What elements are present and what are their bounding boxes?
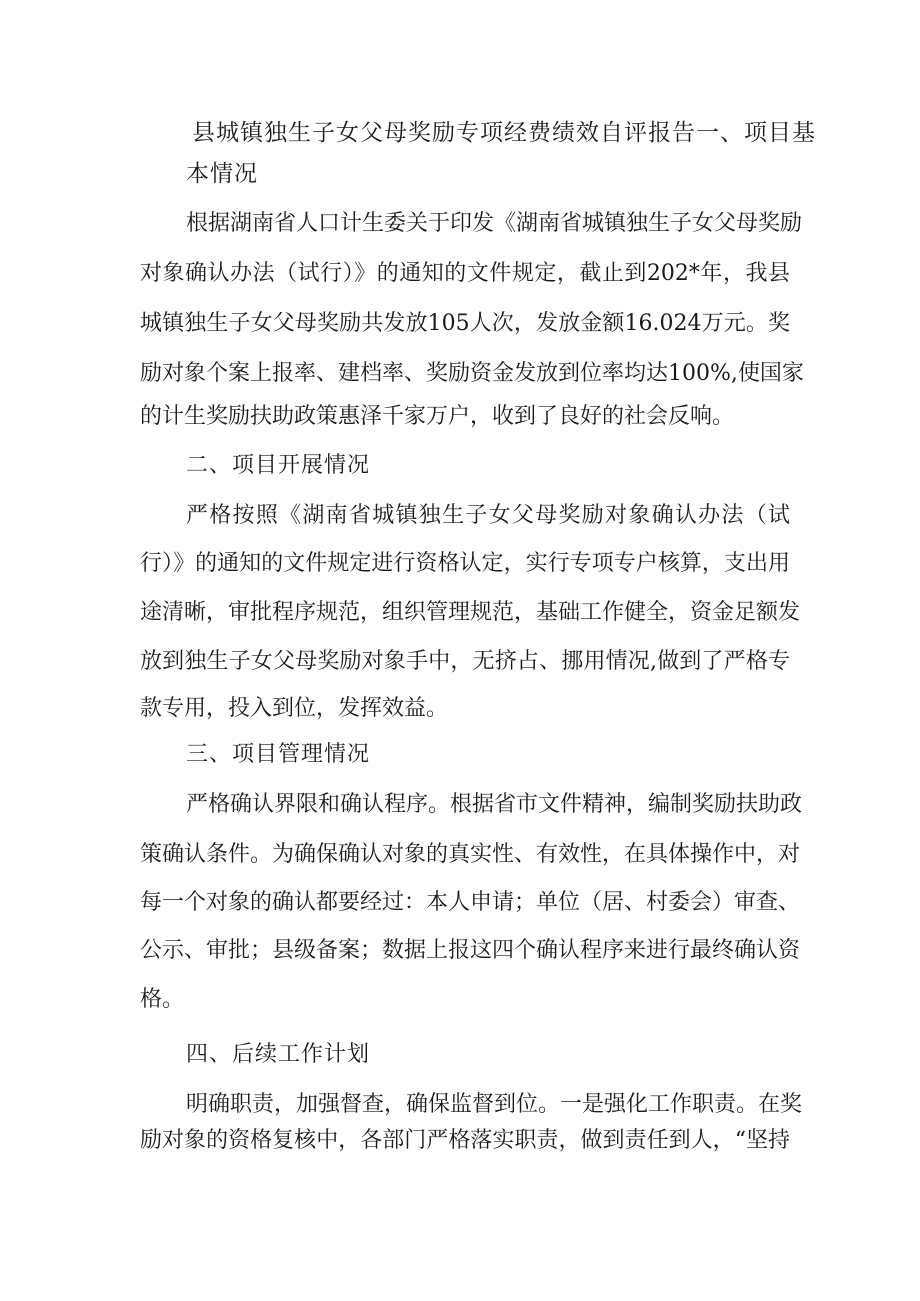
paragraph-line: 严格按照《湖南省城镇独生子女父母奖励对象确认办法（试 [186, 503, 790, 528]
paragraph-line: 对象确认办法（试行）》的通知的文件规定，截止到202*年，我县 [140, 261, 790, 286]
section-heading: 二、项目开展情况 [186, 453, 371, 478]
paragraph-line: 明确职责，加强督查，确保监督到位。一是强化工作职责。在奖 [186, 1092, 803, 1117]
paragraph-line: 励对象个案上报率、建档率、奖励资金发放到位率均达100%,使国家 [140, 361, 804, 386]
document-title-line-1: 县城镇独生子女父母奖励专项经费绩效自评报告一、项目基 [192, 120, 816, 146]
paragraph-line: 城镇独生子女父母奖励共发放105人次，发放金额16.024万元。奖 [140, 311, 790, 336]
document-title-line-2: 本情况 [186, 161, 258, 187]
paragraph-line: 放到独生子女父母奖励对象手中，无挤占、挪用情况,做到了严格专 [140, 649, 790, 674]
paragraph-line: 途清晰，审批程序规范，组织管理规范，基础工作健全，资金足额发 [140, 600, 801, 625]
paragraph-line: 公示、审批；县级备案；数据上报这四个确认程序来进行最终确认资 [140, 938, 801, 963]
paragraph-line: 策确认条件。为确保确认对象的真实性、有效性，在具体操作中，对 [140, 842, 801, 867]
section-heading: 四、后续工作计划 [186, 1042, 371, 1067]
section-heading: 三、项目管理情况 [186, 742, 371, 767]
paragraph-line: 款专用，投入到位，发挥效益。 [140, 696, 449, 721]
paragraph-line: 行）》的通知的文件规定进行资格认定，实行专项专户核算，支出用 [140, 551, 790, 576]
paragraph-line: 严格确认界限和确认程序。根据省市文件精神，编制奖励扶助政 [186, 792, 803, 817]
paragraph-line: 的计生奖励扶助政策惠泽千家万户，收到了良好的社会反响。 [140, 404, 735, 429]
paragraph-line: 每一个对象的确认都要经过：本人申请；单位（居、村委会）审查、 [140, 890, 801, 915]
paragraph-line: 根据湖南省人口计生委关于印发《湖南省城镇独生子女父母奖励 [186, 211, 803, 236]
paragraph-line: 格。 [140, 987, 185, 1012]
paragraph-line: 励对象的资格复核中，各部门严格落实职责，做到责任到人，“坚持 [140, 1128, 790, 1153]
